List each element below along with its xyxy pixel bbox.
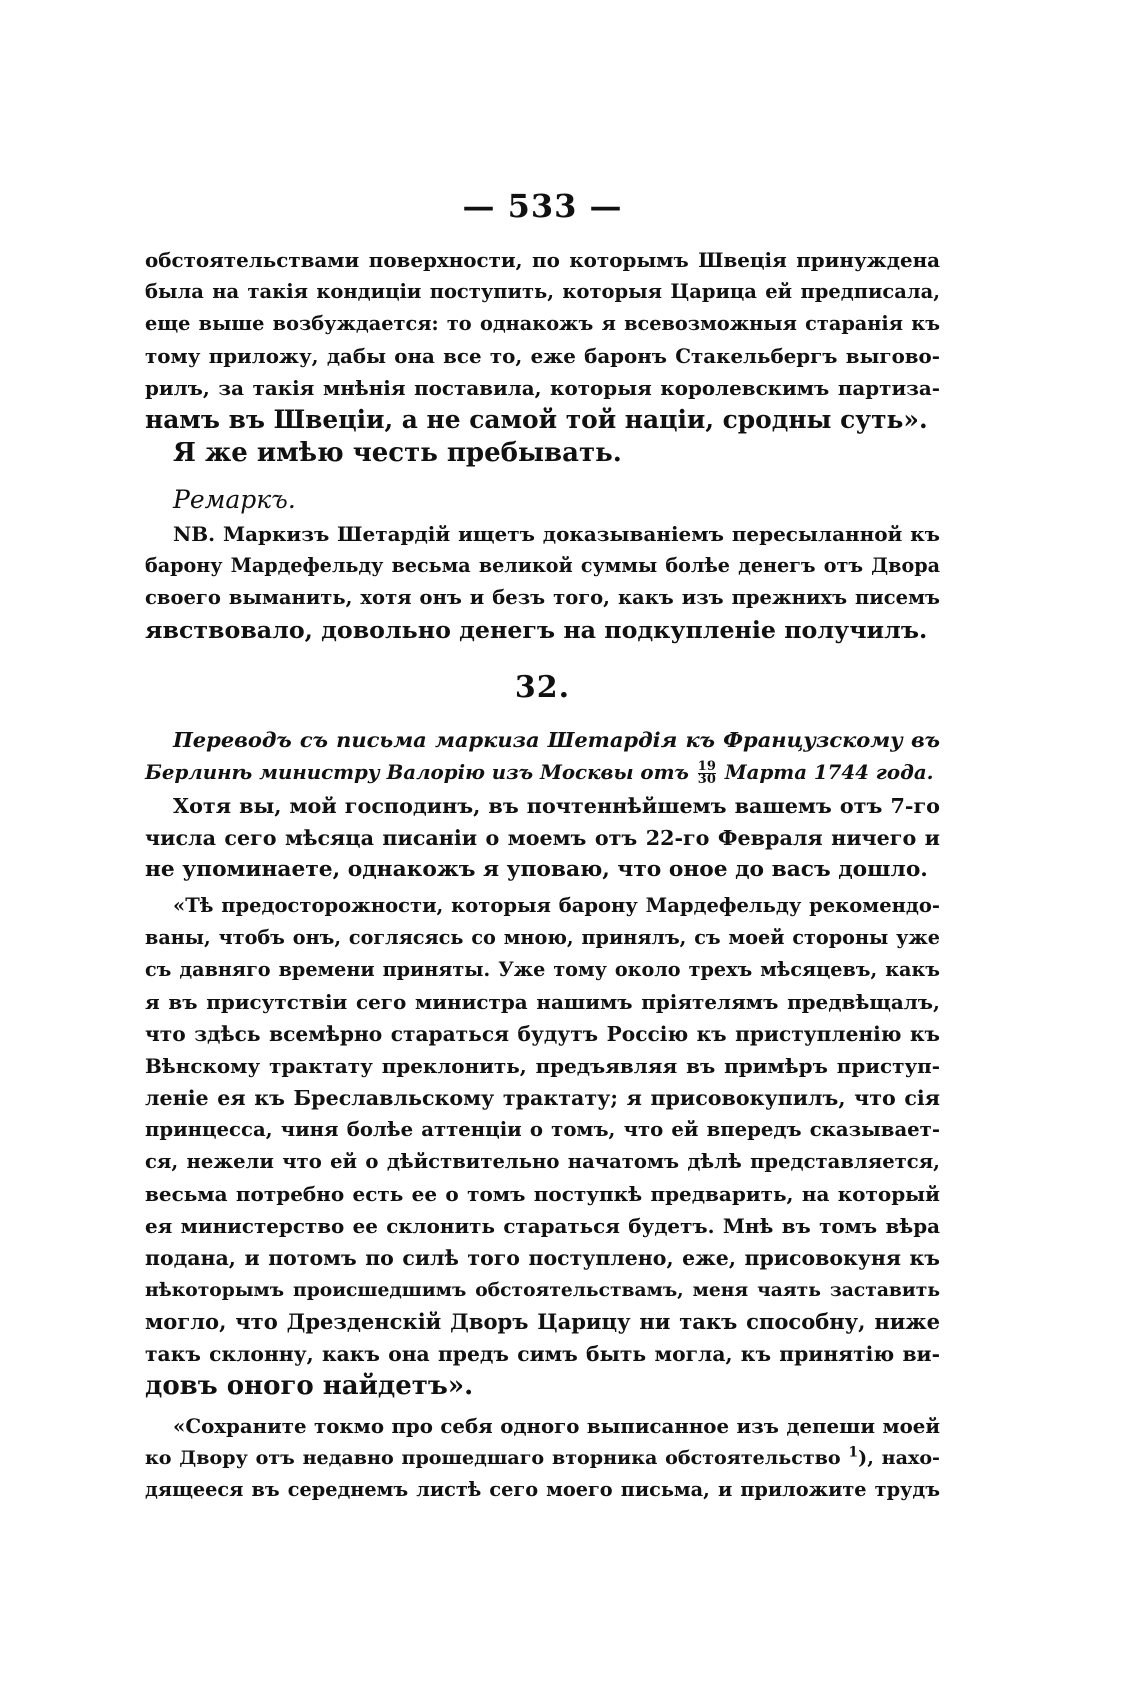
- paragraph-precautions: [145, 890, 940, 1402]
- document-page: [145, 186, 940, 1506]
- text-line: Вѣнскому трактату преклонить, предъявляя въ примѣръ приступ-: [145, 1054, 940, 1078]
- text-segment: ко Двору отъ недавно прошедшаго вторника обстоятельство: [145, 1447, 841, 1469]
- footnote-marker: 1: [848, 1444, 859, 1461]
- paragraph-opening: [145, 790, 940, 886]
- paragraph-letter-ending: [145, 244, 940, 436]
- letter-title: [145, 724, 940, 788]
- title-line-2: [145, 756, 940, 788]
- text-line: довъ оного найдетъ».: [145, 1371, 474, 1401]
- text-line: «Сохраните токмо про себя одного выписанное изъ депеши моей: [173, 1414, 940, 1438]
- title-line-2-end: Марта 1744 года.: [724, 760, 934, 784]
- date-fraction-numerator: 19: [697, 759, 716, 774]
- text-line: NB. Маркизъ Шетардій ищетъ доказываніемъ пересыланной къ: [173, 522, 940, 546]
- text-line: ея министерство ее склонить стараться будетъ. Мнѣ въ томъ вѣра: [145, 1214, 940, 1238]
- text-line: принцесса, чиня болѣе аттенціи о томъ, что ей впередъ сказывает-: [145, 1118, 940, 1141]
- text-line: нѣкоторымъ происшедшимъ обстоятельствамъ, меня чаять заставить: [145, 1279, 940, 1301]
- text-line: своего выманить, хотя онъ и безъ того, какъ изъ прежнихъ писемъ: [145, 586, 940, 609]
- closing-line: Я же имѣю честь пребывать.: [173, 438, 622, 468]
- page-number: — 533 —: [462, 187, 623, 225]
- text-line: ся, нежели что ей о дѣйствительно начатомъ дѣлѣ представляется,: [145, 1150, 940, 1173]
- text-line: барону Мардефельду весьма великой суммы болѣе денегъ отъ Двора: [145, 554, 940, 577]
- remark-heading: Ремаркъ.: [173, 485, 296, 514]
- text-line: явствовало, довольно денегъ на подкупленіе получилъ.: [145, 616, 928, 644]
- text-line: весьма потребно есть ее о томъ поступкѣ предварить, на который: [145, 1182, 940, 1206]
- text-line: была на такія кондиціи поступить, которыя Царица ей предписала,: [145, 280, 940, 303]
- date-fraction-denominator: 30: [697, 772, 716, 787]
- text-line: я въ присутствіи сего министра нашимъ пріятелямъ предвѣщалъ,: [145, 990, 940, 1014]
- section-number: 32.: [514, 670, 571, 705]
- title-line: Переводъ съ письма маркиза Шетардія къ Французскому въ: [173, 727, 940, 752]
- text-line: леніе ея къ Бреславльскому трактату; я присовокупилъ, что сія: [145, 1086, 940, 1110]
- paragraph-keep-secret: [145, 1410, 940, 1506]
- text-line: обстоятельствами поверхности, по которымъ Швеція принуждена: [145, 248, 940, 272]
- text-line: рилъ, за такія мнѣнія поставила, которыя королевскимъ партиза-: [145, 376, 940, 400]
- text-line: не упоминаете, однакожъ я уповаю, что оное до васъ дошло.: [145, 857, 928, 882]
- text-line: Хотя вы, мой господинъ, въ почтеннѣйшемъ вашемъ отъ 7-го: [173, 794, 940, 818]
- text-line: ваны, чтобъ онъ, соглясясь со мною, принялъ, съ моей стороны уже: [145, 926, 940, 949]
- text-line: могло, что Дрезденскій Дворъ Царицу ни такъ способну, ниже: [145, 1309, 940, 1334]
- text-line: дящееся въ середнемъ листѣ сего моего письма, и приложите трудъ: [145, 1478, 940, 1501]
- date-fraction: [698, 761, 716, 786]
- text-line: еще выше возбуждается: то однакожъ я всевозможныя старанія къ: [145, 312, 940, 335]
- text-line: что здѣсь всемѣрно стараться будутъ Россію къ приступленію къ: [145, 1022, 940, 1046]
- text-line: съ давняго времени приняты. Уже тому около трехъ мѣсяцевъ, какъ: [145, 958, 940, 981]
- text-segment: ), нахо-: [858, 1447, 940, 1469]
- title-line-2-start: Берлинѣ министру Валорію изъ Москвы отъ: [145, 760, 689, 784]
- text-line: такъ склонну, какъ она предъ симъ быть могла, къ принятію ви-: [145, 1342, 940, 1366]
- text-line: намъ въ Швеціи, а не самой той націи, сродны суть».: [145, 405, 928, 434]
- text-line: подана, и потомъ по силѣ того поступлено, еже, присовокуня къ: [145, 1246, 940, 1270]
- paragraph-nb: [145, 518, 940, 646]
- text-line: тому приложу, дабы она все то, еже баронъ Стакельбергъ выгово-: [145, 344, 940, 368]
- text-line-with-footnote: [145, 1442, 940, 1474]
- text-line: числа сего мѣсяца писаніи о моемъ отъ 22-го Февраля ничего и: [145, 826, 940, 850]
- text-line: «Тѣ предосторожности, которыя барону Мардефельду рекомендо-: [173, 894, 940, 917]
